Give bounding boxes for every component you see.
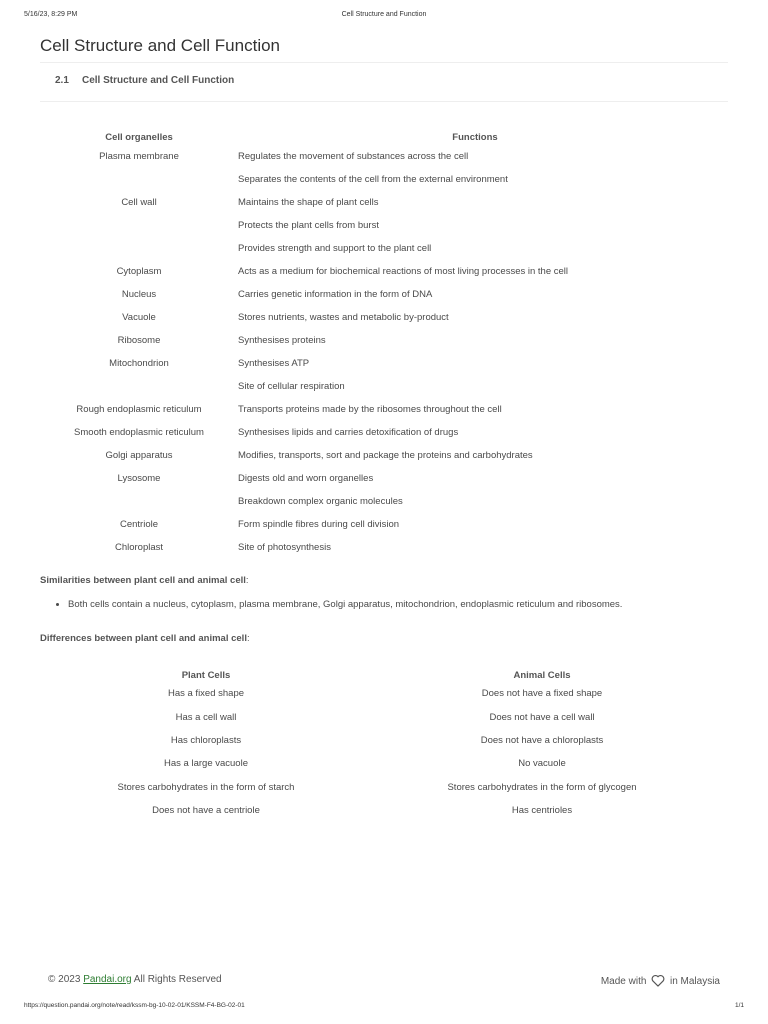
table-row (48, 375, 720, 398)
function-cell: Regulates the movement of substances across the cell (238, 151, 469, 162)
made-in-text: in Malaysia (669, 976, 720, 987)
table-row (48, 776, 720, 799)
similarities-heading-text: Similarities between plant cell and animal cell (40, 575, 246, 586)
organelle-cell: Golgi apparatus (105, 450, 173, 461)
organelle-cell: Mitochondrion (109, 358, 169, 369)
function-cell: Synthesises proteins (238, 335, 326, 346)
similarities-list (40, 598, 622, 611)
animal-cell-value: Does not have a fixed shape (481, 688, 603, 700)
table-row (48, 214, 720, 237)
table-row (48, 329, 720, 352)
table-row (48, 421, 720, 444)
plant-cell-value: Has a cell wall (175, 711, 237, 723)
table-row (48, 398, 720, 421)
animal-cell-value: Has centrioles (511, 805, 573, 817)
function-cell: Site of cellular respiration (238, 381, 345, 392)
function-cell: Carries genetic information in the form of DNA (238, 289, 433, 300)
organelle-cell: Ribosome (117, 335, 161, 346)
function-cell: Transports proteins made by the ribosomes throughout the cell (238, 404, 502, 415)
table-row (48, 513, 720, 536)
organelle-cell: Cell wall (121, 197, 157, 208)
column-header: Animal Cells (513, 669, 571, 681)
organelle-cell (48, 490, 230, 513)
page-footer (48, 974, 720, 988)
section-number: 2.1 (55, 75, 69, 86)
function-cell: Form spindle fibres during cell division (238, 519, 400, 530)
divider (40, 101, 728, 102)
plant-cell-value: Has a large vacuole (164, 758, 248, 770)
table-row (48, 168, 720, 191)
table-header-row (48, 129, 720, 145)
column-header: Plant Cells (181, 669, 231, 681)
table-row (48, 490, 720, 513)
animal-cell-value: Stores carbohydrates in the form of glycogen (447, 781, 637, 793)
table-row (48, 191, 720, 214)
column-header: Functions (452, 131, 498, 143)
table-row (48, 682, 720, 705)
heart-icon (651, 974, 665, 987)
animal-cell-value: Does not have a cell wall (489, 711, 595, 723)
function-cell: Separates the contents of the cell from the external environment (238, 174, 508, 185)
print-header (24, 11, 744, 23)
organelle-cell: Plasma membrane (99, 151, 179, 162)
section-title: Cell Structure and Cell Function (82, 75, 235, 86)
table-row (48, 444, 720, 467)
table-header-row (48, 668, 720, 682)
plant-cell-value: Stores carbohydrates in the form of starch (117, 781, 295, 793)
made-with (601, 974, 720, 987)
organelle-cell (48, 214, 230, 237)
organelles-table (48, 129, 720, 559)
print-timestamp: 5/16/23, 8:29 PM (24, 11, 78, 18)
function-cell: Digests old and worn organelles (238, 473, 374, 484)
differences-table-body (48, 682, 720, 822)
table-row (48, 283, 720, 306)
organelle-cell: Rough endoplasmic reticulum (76, 404, 202, 415)
function-cell: Breakdown complex organic molecules (238, 496, 403, 507)
copyright-year: © 2023 (48, 974, 81, 985)
function-cell: Protects the plant cells from burst (238, 220, 379, 231)
table-row (48, 237, 720, 260)
organelle-cell: Chloroplast (114, 542, 164, 553)
animal-cell-value: No vacuole (518, 758, 566, 770)
table-row (48, 260, 720, 283)
print-page-number: 1/1 (734, 1002, 744, 1009)
plant-cell-value: Has a fixed shape (167, 688, 245, 700)
function-cell: Acts as a medium for biochemical reactions of most living processes in the cell (238, 266, 568, 277)
table-row (48, 729, 720, 752)
table-row (48, 352, 720, 375)
page-title: Cell Structure and Cell Function (40, 36, 281, 55)
similarities-heading (40, 575, 249, 586)
plant-cell-value: Does not have a centriole (152, 805, 260, 817)
column-header: Cell organelles (105, 131, 173, 143)
table-row (48, 752, 720, 775)
organelles-table-body (48, 145, 720, 559)
organelle-cell (48, 237, 230, 260)
organelle-cell: Vacuole (122, 312, 156, 323)
animal-cell-value: Does not have a chloroplasts (480, 734, 604, 746)
rights-text: All Rights Reserved (133, 974, 222, 985)
organelle-cell: Nucleus (121, 289, 157, 300)
function-cell: Provides strength and support to the plant cell (238, 243, 432, 254)
function-cell: Synthesises ATP (238, 358, 310, 369)
print-title: Cell Structure and Function (341, 11, 427, 18)
function-cell: Maintains the shape of plant cells (238, 197, 379, 208)
function-cell: Modifies, transports, sort and package the proteins and carbohydrates (238, 450, 533, 461)
plant-cell-value: Has chloroplasts (170, 734, 242, 746)
organelle-cell: Smooth endoplasmic reticulum (74, 427, 204, 438)
function-cell: Stores nutrients, wastes and metabolic by-product (238, 312, 449, 323)
differences-table (48, 668, 720, 822)
organelle-cell: Lysosome (117, 473, 161, 484)
function-cell: Site of photosynthesis (238, 542, 331, 553)
differences-heading (40, 633, 250, 644)
organelle-cell (48, 375, 230, 398)
copyright (48, 974, 222, 985)
table-row (48, 467, 720, 490)
site-link[interactable]: Pandai.org (83, 974, 132, 985)
organelle-cell: Centriole (119, 519, 159, 530)
table-row (48, 306, 720, 329)
divider (40, 62, 728, 63)
print-footer (24, 1002, 744, 1009)
table-row (48, 705, 720, 728)
heading-colon: : (246, 633, 250, 644)
section-heading (55, 75, 234, 86)
print-url: https://question.pandai.org/note/read/kssm-bg-10-02-01/KSSM-F4-BG-02-01 (24, 1002, 245, 1009)
table-row (48, 799, 720, 822)
table-row (48, 536, 720, 559)
organelle-cell: Cytoplasm (116, 266, 162, 277)
heading-colon: : (245, 575, 249, 586)
made-with-text: Made with (600, 976, 647, 987)
list-item: • Both cells contain a nucleus, cytoplasm, plasma membrane, Golgi apparatus, mitochondrion, endoplasmic reticulum and ribosomes. (68, 598, 622, 611)
function-cell: Synthesises lipids and carries detoxification of drugs (238, 427, 459, 438)
organelle-cell (48, 168, 230, 191)
differences-heading-text: Differences between plant cell and animal cell (40, 633, 247, 644)
table-row (48, 145, 720, 168)
